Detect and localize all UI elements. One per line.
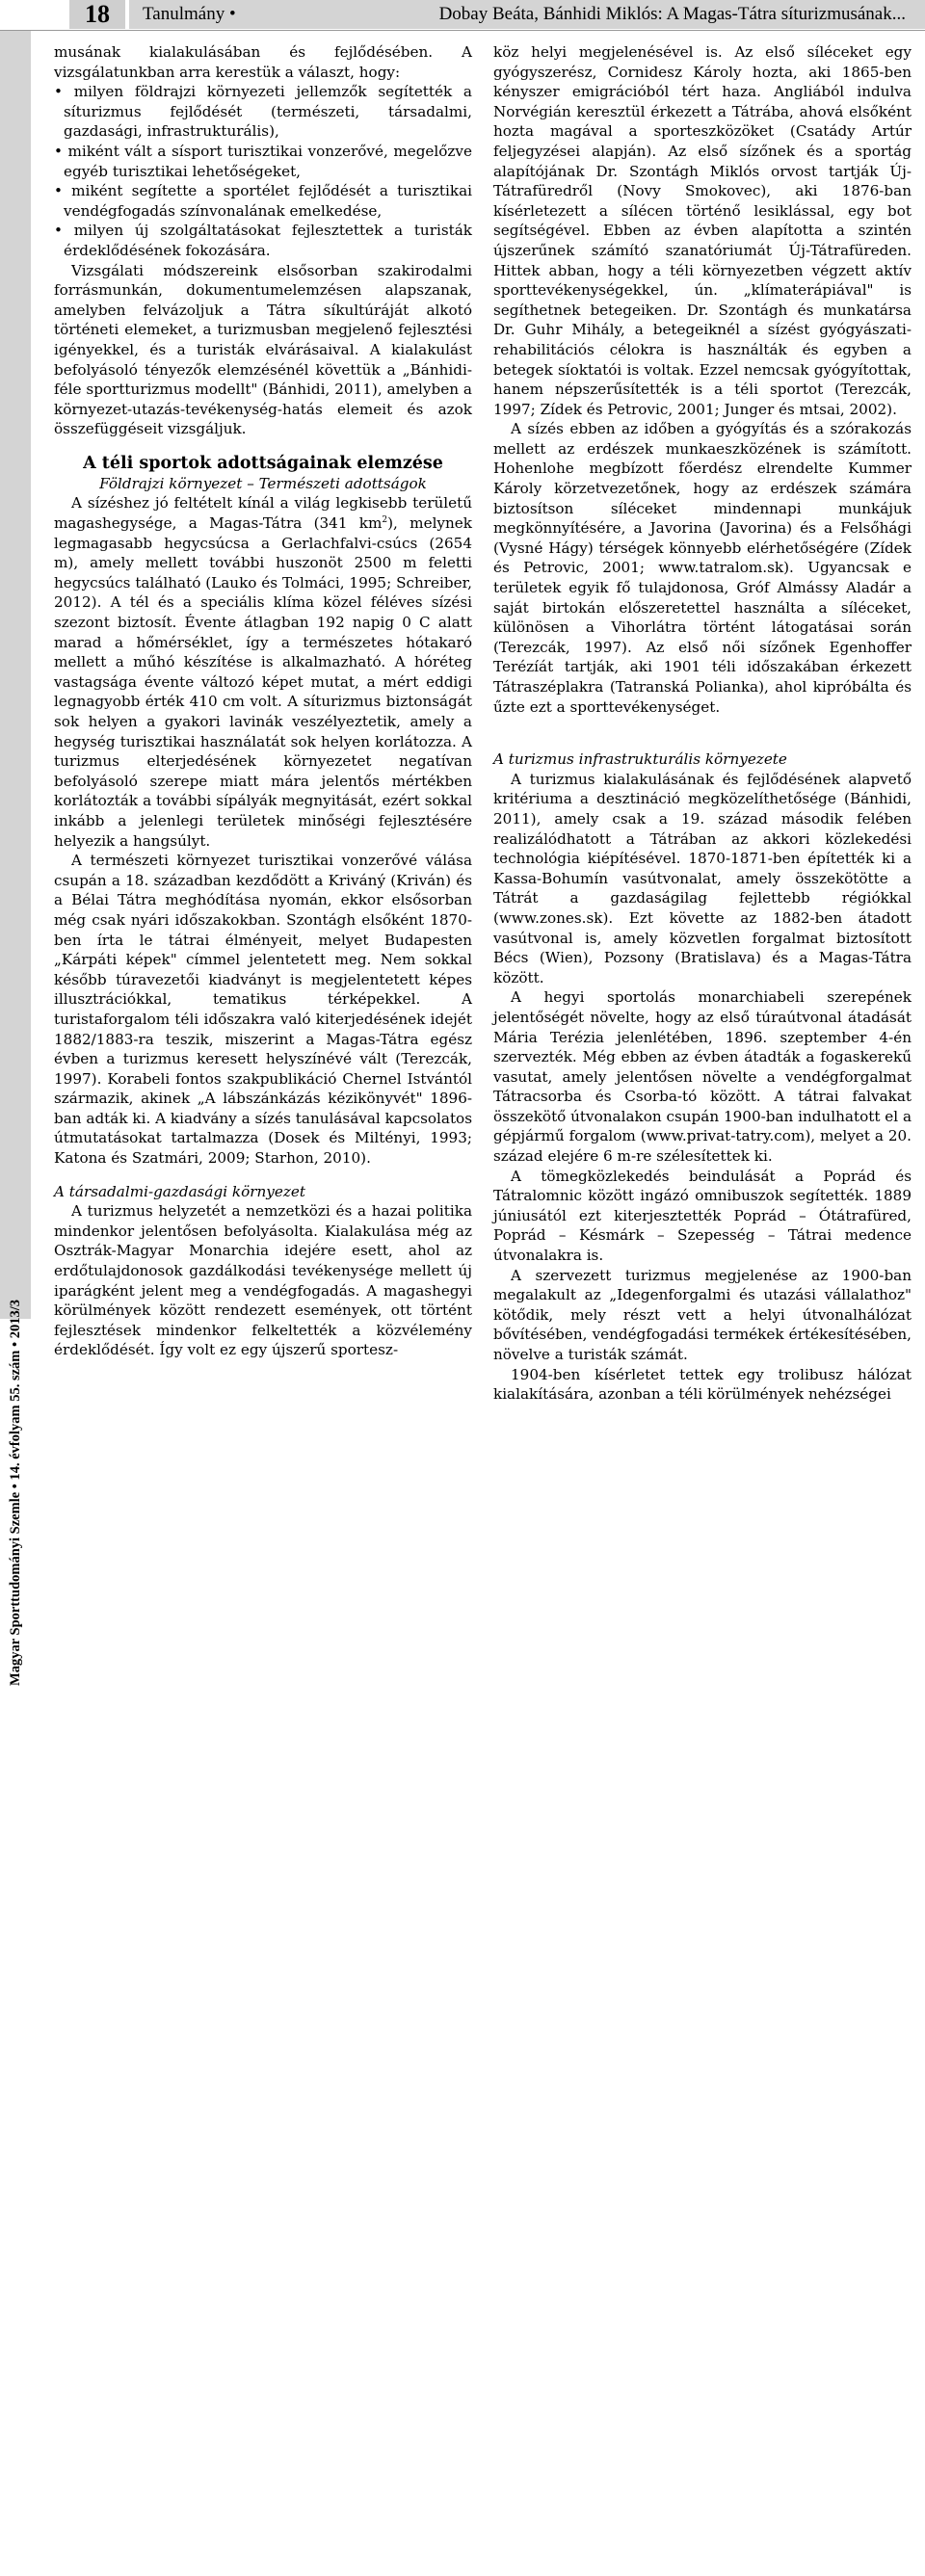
page-header (0, 0, 925, 31)
superscript: 2 (382, 515, 388, 525)
journal-label: Magyar Sporttudományi Szemle • 14. évfolyam 55. szám • 2013/3 (8, 1300, 23, 1686)
body-paragraph (54, 493, 472, 851)
text-span: A sízéshez jó feltételt kínál a világ legkisebb területű magashegysége, a Magas-Tátra (341 km (54, 494, 472, 533)
section-label: Tanulmány • (143, 4, 236, 24)
body-paragraph: 1904-ben kísérletet tettek egy trolibusz hálózat kialakítására, azonban a téli körülmények nehézségei (493, 1365, 912, 1404)
intro-paragraph: musának kialakulásában és fejlődésében. A vizsgálatunkban arra kerestük a választ, hogy: (54, 43, 472, 81)
page-number: 18 (69, 0, 125, 29)
running-title: Dobay Beáta, Bánhidi Miklós: A Magas-Tátra síturizmusának... (438, 4, 906, 24)
body-paragraph: A turizmus helyzetét a nemzetközi és a hazai politika mindenkor jelentősen befolyásolta. Kialakulása még az Osztrák-Magyar Monarchia idejére esett, ahol az erdőtulajdonosok gazdálkodási tevékenysége mellett új iparágként jelent meg a vendégfogadás. A magashegyi körülmények között rendezett események, ott történt fejlesztések mindenkor felkeltették a közvélemény érdeklődését. Így volt ez egy újszerű sportesz- (54, 1202, 472, 1359)
journal-sidebar (0, 31, 31, 1686)
subheading-infrastructure: A turizmus infrastrukturális környezete (493, 750, 787, 769)
body-paragraph: A hegyi sportolás monarchiabeli szerepének jelentőségét növelte, hogy az első túraútvonal átadását Mária Terézia jelenlétében, 1896. szeptember 4-én szervezték. Még ebben az évben átadták a fogaskerekű vasutat, amely jelentősen növelte a vendégforgalmat Tátracsorba és Csorba-tó között. A tátrai falvakat összekötő útvonalakon csupán 1900-ban indulhatott el a gépjármű forgalom (www.privat-tatry.com), melyet a 20. század elejére 6 m-re szélesítettek ki. (493, 988, 912, 1166)
section-heading: A téli sportok adottságainak elemzése (83, 453, 443, 473)
subheading-socioeconomic: A társadalmi-gazdasági környezet (54, 1182, 305, 1200)
list-item: • miként vált a sísport turisztikai vonzerővé, megelőzve egyéb turisztikai lehetőségeket, (54, 142, 472, 181)
left-column (54, 42, 472, 1360)
list-item: • milyen földrajzi környezeti jellemzők segítették a síturizmus fejlődését (természeti, társadalmi, gazdasági, infrastrukturális), (54, 82, 472, 142)
header-band (129, 0, 925, 29)
body-paragraph: A tömegközlekedés beindulását a Poprád és Tátralomnic között ingázó omnibuszok segítették. 1889 júniusától ezt kiterjesztették Poprád – Ótátrafüred, Poprád – Késmárk – Szepesség – Tátrai medence útvonalakra is. (493, 1167, 912, 1265)
methods-paragraph: Vizsgálati módszereink elsősorban szakirodalmi forrásmunkán, dokumentumelemzésen alapszanak, amelyben felvázoljuk a Tátra síkultúráját alkotó történeti elemeket, a turizmusban megjelenő fejlesztési igényekkel, és a turisták elvárásaival. A kialakulást befolyásoló tényezők elemzésénél követtük a „Bánhidi-féle sportturizmus modellt" (Bánhidi, 2011), amelyben a környezet-utazás-tevékenység-hatás elemeit és azok összefüggéseit vizsgáljuk. (54, 261, 472, 438)
text-span: ), melynek legmagasabb hegycsúcsa a Gerlachfalvi-csúcs (2654 m), amely mellett további huszonöt 2500 m feletti hegycsúcs található (Lauko és Tolmáci, 1995; Schreiber, 2012). A tél és a speciális klíma közel féléves sízési szezont biztosít. Évente átlagban 192 napig 0 C alatt marad a hőmérséklet, így a természetes hótakaró mellett a műhó készítése is alkalmazható. A hóréteg vastagsága évente változó képet mutat, a mért eddigi legnagyobb érték 410 cm volt. A síturizmus biztonságát sok helyen a gyakori lavinák veszélyeztetik, amely a hegység turisztikai használatát sok helyen korlátozza. A turizmus elterjedésének környezetet negatívan befolyásoló szerepe miatt mára jelentős mértékben korlátozták a további sípályák megnyitását, ezért sokkal inkább a jelenlegi területek minőségi fejlesztésére helyezik a hangsúlyt. (54, 514, 472, 850)
subheading-natural: Földrajzi környezet – Természeti adottságok (99, 474, 427, 492)
header-rule (0, 30, 925, 31)
body-paragraph: köz helyi megjelenésével is. Az első síléceket egy gyógyszerész, Cornidesz Károly hozta, aki 1865-ben kényszer emigrációból tért haza. Angliából indulva Norvégián keresztül érkezett a Tátrába, ahová elsőként hozta magával a sporteszközöket (Csatády Artúr feljegyzései alapján). Az első sízőnek és a sportág alapítójának Dr. Szontágh Miklós orvost tartják Új-Tátrafüredről (Novy Smokovec), aki 1876-ban kísérletezett a sílécen történő lesiklással, egy bot segítségével. Ebben az évben alapította a szintén újszerűnek számító szanatóriumát Új-Tátrafüreden. Hittek abban, hogy a téli környezetben végzett aktív sporttevékenységekkel, ún. „klímaterápiával" is segíthetnek betegeiken. Dr. Szontágh és munkatársa Dr. Guhr Mihály, a betegeiknél a sízést gyógyászati-rehabilitációs célokra is használták és egyben a betegek síoktatói is voltak. Ezzel nemcsak gyógyítottak, hanem népszerűsítették is a téli sportot (Terezcák, 1997; Zídek és Petrovic, 2001; Junger és mtsai, 2002). (493, 43, 912, 418)
body-paragraph: A turizmus kialakulásának és fejlődésének alapvető kritériuma a desztináció megközelíthetősége (Bánhidi, 2011), amely csak a 19. század második felében realizálódhatott a Tátrában az akkori közlekedési technológia kiépítésével. 1870-1871-ben építették ki a Kassa-Bohumín vasútvonalat, amely összekötötte a Tátrát a gazdaságilag fejlettebb régiókkal (www.zones.sk). Ezt követte az 1882-ben átadott vasútvonal is, amely közvetlen forgalmat biztosított Bécs (Wien), Pozsony (Bratislava) és a Magas-Tátra között. (493, 770, 912, 986)
body-paragraph: A sízés ebben az időben a gyógyítás és a szórakozás mellett az erdészek munkaeszközének is számított. Hohenlohe megbízott főerdész elrendelte Kummer Károly körzetvezetőnek, hogy az erdészek számára biztosítson síléceket mindennapi munkájuk megkönnyítésére, a Javorina (Javorina) és a Felsőhági (Vysné Hágy) térségek könnyebb elérhetőségére (Zídek és Petrovic, 2001; www.tatralom.sk). Ugyancsak e területek egyik fő tulajdonosa, Gróf Almássy Aladár a saját birtokán előszeretettel használta a síléceket, különösen a Vihorlátra történt látogatásai során (Terezcák, 1997). Az első női sízőnek Egenhoffer Terézíát tartják, aki 1901 téli időszakában érkezett Tátraszéplakra (Tatranská Polianka), ahol kipróbálta és űzte ezt a sporttevékenységet. (493, 420, 912, 716)
right-column (493, 42, 912, 1405)
list-item: • milyen új szolgáltatásokat fejlesztettek a turisták érdeklődésének fokozására. (54, 221, 472, 260)
body-paragraph: A természeti környezet turisztikai vonzerővé válása csupán a 18. században kezdődött a Kriváný (Kriván) és a Bélai Tátra meghódítása nyomán, ekkor elsősorban még csak nyári időszakokban. Szontágh elsőként 1870-ben írta le tátrai élményeit, melyet Budapesten „Kárpáti képek" címmel jelentetett meg. Nem sokkal később túravezetői kiadványt is megjelentetett képes illusztrációkkal, tematikus térképekkel. A turistaforgalom téli időszakra való kiterjedésének idejét 1882/1883-ra teszik, miszerint a Magas-Tátra egész évben a turizmus keresett helyszínévé vált (Terezcák, 1997). Korabeli fontos szakpublikáció Chernel Istvántól származik, akinek „A lábszánkázás kézikönyvét" 1896-ban adták ki. A kiadvány a sízés tanulásával kapcsolatos útmutatásokat tartalmazza (Dosek és Miltényi, 1993; Katona és Szatmári, 2009; Starhon, 2010). (54, 852, 472, 1168)
research-questions-list (54, 82, 472, 260)
body-paragraph: A szervezett turizmus megjelenése az 1900-ban megalakult az „Idegenforgalmi és utazási vállalathoz" kötődik, mely részt vett a helyi útvonalhálózat bővítésében, vendégfogadási termékek értékesítésében, növelve a turisták számát. (493, 1266, 912, 1363)
list-item: • miként segítette a sportélet fejlődését a turisztikai vendégfogadás színvonalának emelkedése, (54, 181, 472, 221)
